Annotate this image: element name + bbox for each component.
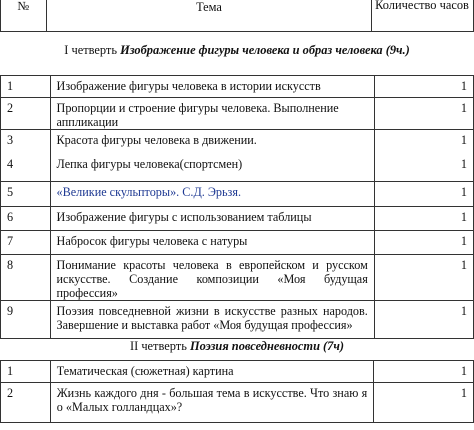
quarter1-title: Изображение фигуры человека и образ человека (9ч.) [120, 43, 410, 57]
row-number: 2 [1, 383, 51, 423]
quarter2-title: Поэзия повседневности (7ч) [189, 339, 345, 353]
row-hours: 1 [460, 133, 467, 147]
quarter1-prefix: I четверть [64, 43, 117, 57]
row-topic: Жизнь каждого дня - большая тема в искусстве. Что знаю я о «Малых голландцах»? [50, 383, 373, 423]
row-number: 4 [7, 157, 14, 171]
table-row [1, 207, 474, 231]
table-row [1, 76, 474, 98]
table-row [1, 361, 474, 383]
row-topic: «Великие скульпторы». С.Д. Эрьзя. [50, 182, 374, 207]
row-number: 6 [1, 207, 51, 231]
quarter1-table [0, 75, 474, 339]
row-topic: Набросок фигуры человека с натуры [50, 231, 374, 255]
row-topic: Тематическая (сюжетная) картина [50, 361, 373, 383]
row-hours: 1 [374, 383, 474, 423]
header-hours: Количество часов [372, 0, 474, 32]
table-row [1, 255, 474, 301]
row-hours: 1 [374, 361, 474, 383]
row-number: 3 [7, 133, 14, 147]
row-topic: Лепка фигуры человека(спортсмен) [56, 157, 243, 171]
table-row [1, 98, 474, 130]
header-topic: Тема [46, 0, 371, 32]
row-hours: 1 [374, 76, 473, 98]
row-number: 2 [1, 98, 51, 130]
quarter1-heading [0, 43, 474, 57]
row-number: 1 [1, 76, 51, 98]
row-number: 5 [1, 182, 51, 207]
row-hours: 1 [460, 157, 467, 171]
table-row [1, 301, 474, 339]
row-topic: Пропорции и строение фигуры человека. Выполнение аппликации [50, 98, 374, 130]
row-hours: 1 [374, 182, 473, 207]
row-number: 9 [1, 301, 51, 339]
row-topic: Поэзия повседневной жизни в искусстве разных народов. Завершение и выставка работ «Моя будущая профессия» [50, 301, 374, 339]
quarter2-table [0, 360, 474, 423]
row-topic: Понимание красоты человека в европейском и русском искусстве. Создание композиции «Моя будущая профессия» [50, 255, 374, 301]
row-topic: Красота фигуры человека в движении. [56, 133, 257, 147]
row-number: 8 [1, 255, 51, 301]
row-topic: Изображение фигуры человека в истории искусств [50, 76, 374, 98]
table-row [1, 182, 474, 207]
table-row [1, 130, 474, 182]
row-hours: 1 [374, 98, 473, 130]
quarter2-heading [0, 339, 474, 353]
row-topic: Изображение фигуры с использованием таблицы [50, 207, 374, 231]
row-hours: 1 [374, 231, 473, 255]
row-hours: 1 [374, 301, 473, 339]
row-number: 1 [1, 361, 51, 383]
header-table [0, 0, 474, 32]
row-hours: 1 [374, 255, 473, 301]
row-number: 7 [1, 231, 51, 255]
header-number: № [1, 0, 47, 32]
quarter2-prefix: II четверть [129, 339, 187, 353]
table-row [1, 383, 474, 423]
row-hours: 1 [374, 207, 473, 231]
table-row [1, 231, 474, 255]
